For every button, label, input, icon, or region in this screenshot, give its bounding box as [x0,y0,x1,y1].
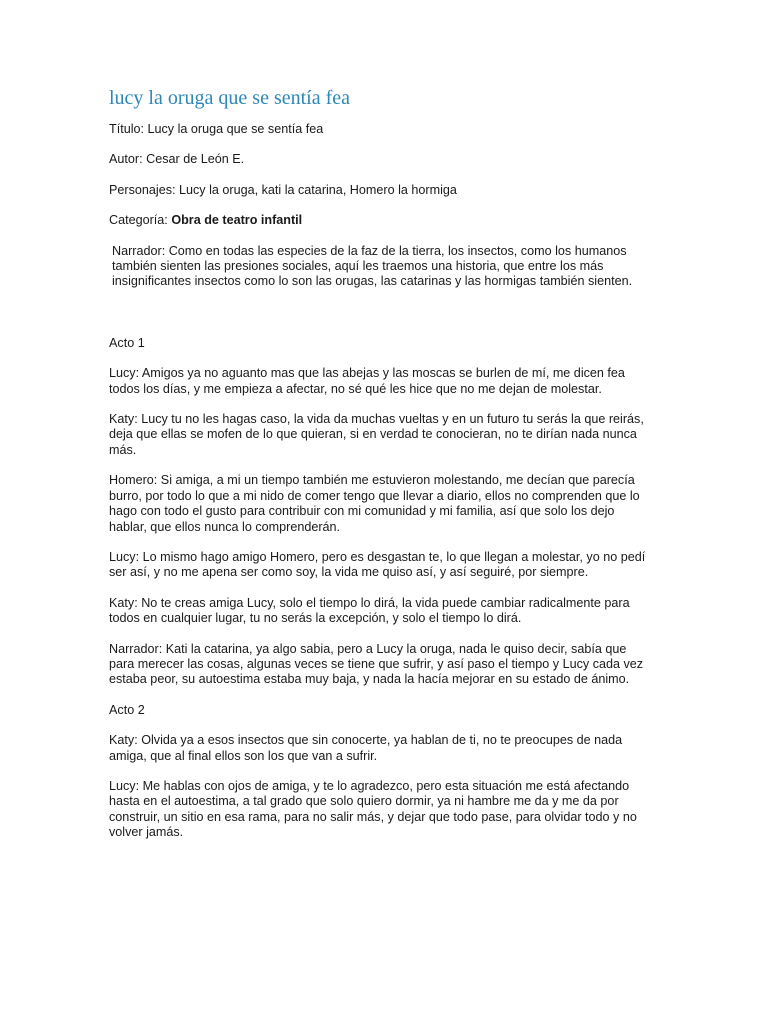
meta-category-value: Obra de teatro infantil [171,213,303,228]
meta-title: Título: Lucy la oruga que se sentía fea [109,122,324,136]
dialogue-line: Lucy: Amigos ya no aguanto mas que las abejas y las moscas se burlen de mí, me dicen fea todos los días, y me empieza a afectar, no sé qué les hice que no me dejan de molestar. [109,366,625,396]
dialogue-line: Katy: No te creas amiga Lucy, solo el tiempo lo dirá, la vida puede cambiar radicalmente para todos en cualquier lugar, tu no serás la excepción, y solo el tiempo lo dirá. [109,595,630,626]
meta-category [109,213,649,228]
meta-author: Autor: Cesar de León E. [109,152,245,167]
document-title: lucy la oruga que se sentía fea [109,87,351,109]
meta-category-label: Categoría: [109,213,172,228]
document-page [109,82,649,841]
act-1-heading: Acto 1 [109,335,145,350]
intro-narration: Narrador: Como en todas las especies de la faz de la tierra, los insectos, como los humanos también sienten las presiones sociales, aquí les traemos una historia, que entre los más insignificantes insectos como lo son las orugas, las catarinas y las hormigas también sienten. [112,243,633,289]
dialogue-line: Katy: Olvida ya a esos insectos que sin conocerte, ya hablan de ti, no te preocupes de nada amiga, que al final ellos son los que van a sufrir. [109,733,623,763]
act-2-heading: Acto 2 [109,702,145,717]
dialogue-line: Narrador: Kati la catarina, ya algo sabia, pero a Lucy la oruga, nada le quiso decir, sabía que para merecer las cosas, algunas veces se tiene que sufrir, y así paso el tiempo y Lucy cada vez estaba peor, su autoestima estaba muy baja, y nada la hacía mejorar en su estado de ánimo. [109,641,644,687]
dialogue-line: Lucy: Lo mismo hago amigo Homero, pero es desgastan te, lo que llegan a molestar, yo no pedí ser así, y no me apena ser como soy, la vida me quiso así, y así seguiré, por siempre. [109,549,646,580]
dialogue-line: Katy: Lucy tu no les hagas caso, la vida da muchas vueltas y en un futuro tu serás la que reirás, deja que ellas se mofen de lo que quieran, si en verdad te conocieran, no te dirían nada nunca más. [109,412,644,457]
meta-characters: Personajes: Lucy la oruga, kati la catarina, Homero la hormiga [109,182,457,197]
dialogue-line: Homero: Si amiga, a mi un tiempo también me estuvieron molestando, me decían que parecía burro, por todo lo que a mi nido de comer tengo que llevar a diario, ellos no comprenden que lo hago con todo el gusto para contribuir con mi comunidad y mi familia, así que solo los dejo hablar, que ellos nunca lo comprenderán. [109,473,640,534]
dialogue-line: Lucy: Me hablas con ojos de amiga, y te lo agradezco, pero esta situación me está afectando hasta en el autoestima, a tal grado que solo quiero dormir, ya ni hambre me da y me da por construir, un sitio en esa rama, para no salir más, y dejar que todo pase, para olvidar todo y no volver jamás. [109,778,637,840]
